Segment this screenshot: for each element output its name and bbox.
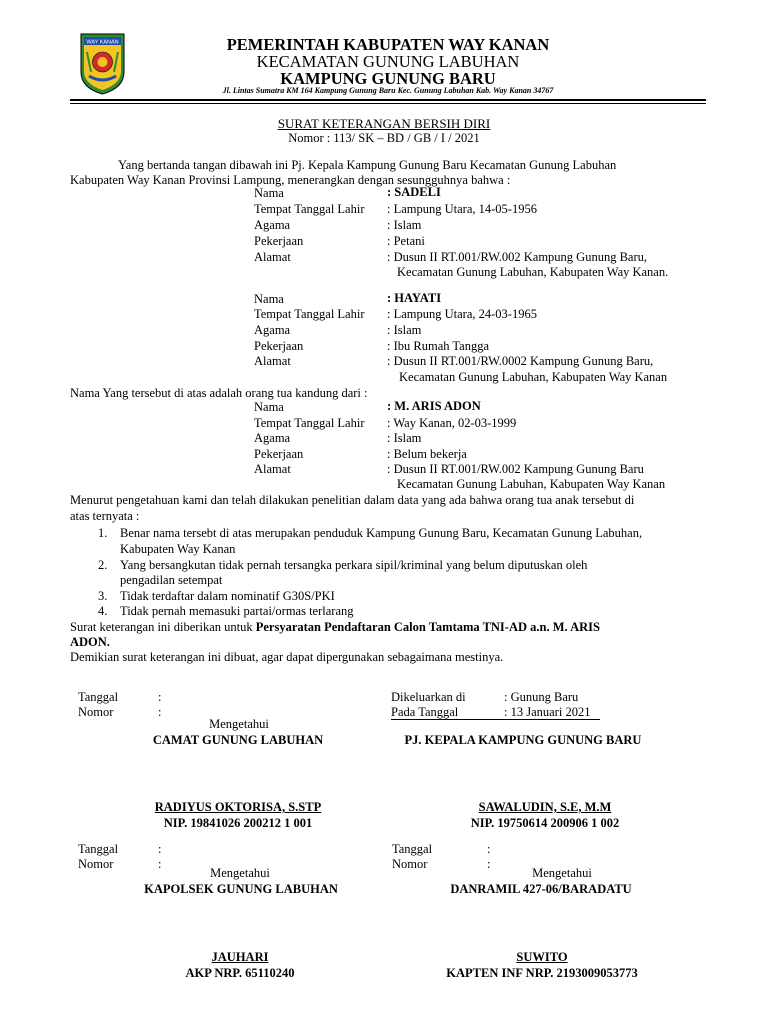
sb1-right-role: PJ. KEPALA KAMPUNG GUNUNG BARU [404,733,642,747]
p1-pekerjaan: : Petani [387,234,425,248]
sb2-right-nomor: Nomor [392,857,428,871]
sb2-right-name: SUWITO [516,950,568,964]
p3-alamat-2: Kecamatan Gunung Labuhan, Kabupaten Way Kanan [397,477,666,491]
list-item-cont: Kabupaten Way Kanan [120,542,236,556]
sb2-left-name: JAUHARI [211,950,269,964]
header-line-2: KECAMATAN GUNUNG LABUHAN [256,52,520,71]
sb2-right-mengetahui: Mengetahui [532,866,592,880]
sb2-left-role: KAPOLSEK GUNUNG LABUHAN [144,882,338,896]
p2-name: : HAYATI [387,291,442,305]
p3-alamat-1: : Dusun II RT.001/RW.002 Kampung Gunung Baru [387,462,644,476]
sb2-left-tanggal: Tanggal [78,842,119,856]
document-number: Nomor : 113/ SK – BD / GB / I / 2021 [288,131,480,145]
sb2-right-role: DANRAMIL 427-06/BARADATU [450,882,632,896]
p2-pekerjaan-label: Pekerjaan [254,339,304,353]
sb1-right-dikeluarkan-val: : Gunung Baru [504,690,579,704]
sb1-right-nip: NIP. 19750614 200906 1 002 [470,816,620,830]
p2-ttl: : Lampung Utara, 24-03-1965 [387,307,537,321]
sb1-left-tanggal-colon: : [158,690,162,704]
p2-agama: : Islam [387,323,422,337]
sb1-right-dikeluarkan: Dikeluarkan di [391,690,466,704]
p1-agama-label: Agama [254,218,291,232]
p3-ttl: : Way Kanan, 02-03-1999 [387,416,517,430]
p2-pekerjaan: : Ibu Rumah Tangga [387,339,490,353]
sb1-right-name: SAWALUDIN, S.E, M.M [478,800,612,814]
finding-line-1: Menurut pengetahuan kami dan telah dilakukan penelitian dalam data yang ada bahwa orang tua anak tersebut di [70,493,635,507]
sb2-right-nomor-colon: : [487,857,491,871]
sb1-right-pada-val: : 13 Januari 2021 [504,705,591,719]
sb1-left-nomor: Nomor [78,705,114,719]
list-item-cont: pengadilan setempat [120,573,223,587]
p3-pekerjaan-label: Pekerjaan [254,447,304,461]
purpose-bold: Persyaratan Pendaftaran Calon Tamtama TNI-AD a.n. M. ARIS [255,620,600,634]
sb1-mengetahui: Mengetahui [209,717,269,731]
sb2-left-nrp: AKP NRP. 65110240 [185,966,295,980]
sb1-left-nomor-colon: : [158,705,162,719]
header-line-1: PEMERINTAH KABUPATEN WAY KANAN [226,35,550,54]
list-item: Tidak terdaftar dalam nominatif G30S/PKI [120,589,335,603]
purpose-line [70,620,600,635]
p2-agama-label: Agama [254,323,291,337]
sb1-left-nip: NIP. 19841026 200212 1 001 [163,816,313,830]
p3-name: : M. ARIS ADON [387,399,481,413]
p3-alamat-label: Alamat [254,462,291,476]
sb2-right-tanggal: Tanggal [392,842,433,856]
purpose-bold-cont: ADON. [70,635,110,649]
p2-alamat-2: Kecamatan Gunung Labuhan, Kabupaten Way Kanan [399,370,668,384]
sb1-left-role: CAMAT GUNUNG LABUHAN [152,733,324,747]
child-intro: Nama Yang tersebut di atas adalah orang tua kandung dari : [70,386,368,400]
p1-alamat-label: Alamat [254,250,291,264]
p1-alamat-1: : Dusun II RT.001/RW.002 Kampung Gunung Baru, [387,250,648,264]
sb2-left-nomor-colon: : [158,857,162,871]
p3-ttl-label: Tempat Tanggal Lahir [254,416,365,430]
p3-pekerjaan: : Belum bekerja [387,447,467,461]
p3-name-label: Nama [254,400,284,414]
sb1-left-name: RADIYUS OKTORISA, S.STP [154,800,322,814]
p2-ttl-label: Tempat Tanggal Lahir [254,307,365,321]
list-number: 3. [98,589,108,603]
regency-logo [79,32,126,96]
list-number: 1. [98,526,108,540]
list-item: Benar nama tersebt di atas merupakan penduduk Kampung Gunung Baru, Kecamatan Gunung Labuhan, [120,526,643,540]
p1-alamat-2: Kecamatan Gunung Labuhan, Kabupaten Way Kanan. [397,265,669,279]
sb2-right-nrp: KAPTEN INF NRP. 2193009053773 [446,966,638,980]
p1-agama: : Islam [387,218,422,232]
p2-alamat-label: Alamat [254,354,291,368]
closing-line: Demikian surat keterangan ini dibuat, agar dapat dipergunakan sebagaimana mestinya. [70,650,504,664]
list-item: Tidak pernah memasuki partai/ormas terlarang [120,604,354,618]
sb2-left-mengetahui: Mengetahui [210,866,270,880]
finding-line-2: atas ternyata : [70,509,140,523]
list-number: 2. [98,558,108,572]
header-line-3: KAMPUNG GUNUNG BARU [280,69,496,88]
purpose-prefix: Surat keterangan ini diberikan untuk [70,620,256,634]
sb2-right-tanggal-colon: : [487,842,491,856]
p1-pekerjaan-label: Pekerjaan [254,234,304,248]
p1-ttl-label: Tempat Tanggal Lahir [254,202,365,216]
sb2-left-nomor: Nomor [78,857,114,871]
logo-text: WAY KANAN [86,39,119,46]
list-item: Yang bersangkutan tidak pernah tersangka perkara sipil/kriminal yang belum diputuskan oleh [120,558,588,572]
p1-ttl: : Lampung Utara, 14-05-1956 [387,202,537,216]
p3-agama-label: Agama [254,431,291,445]
intro-line-1: Yang bertanda tangan dibawah ini Pj. Kepala Kampung Gunung Baru Kecamatan Gunung Labuhan [118,158,617,172]
header-address: Jl. Lintas Sumatra KM 164 Kampung Gunung Baru Kec. Gunung Labuhan Kab. Way Kanan 34767 [222,86,554,95]
p2-name-label: Nama [254,292,284,306]
p1-name-label: Nama [254,186,284,200]
header-rule-thick [70,99,706,101]
list-number: 4. [98,604,108,618]
document-title: SURAT KETERANGAN BERSIH DIRI [277,116,491,131]
p3-agama: : Islam [387,431,422,445]
sb1-right-pada: Pada Tanggal [391,705,459,719]
sb2-left-tanggal-colon: : [158,842,162,856]
p1-name: : SADELI [387,185,441,199]
intro-line-2: Kabupaten Way Kanan Provinsi Lampung, menerangkan dengan sesungguhnya bahwa : [70,173,511,187]
header-rule-thin [70,103,706,104]
p2-alamat-1: : Dusun II RT.001/RW.0002 Kampung Gunung Baru, [387,354,654,368]
sb1-left-tanggal: Tanggal [78,690,119,704]
date-underline [391,719,600,720]
